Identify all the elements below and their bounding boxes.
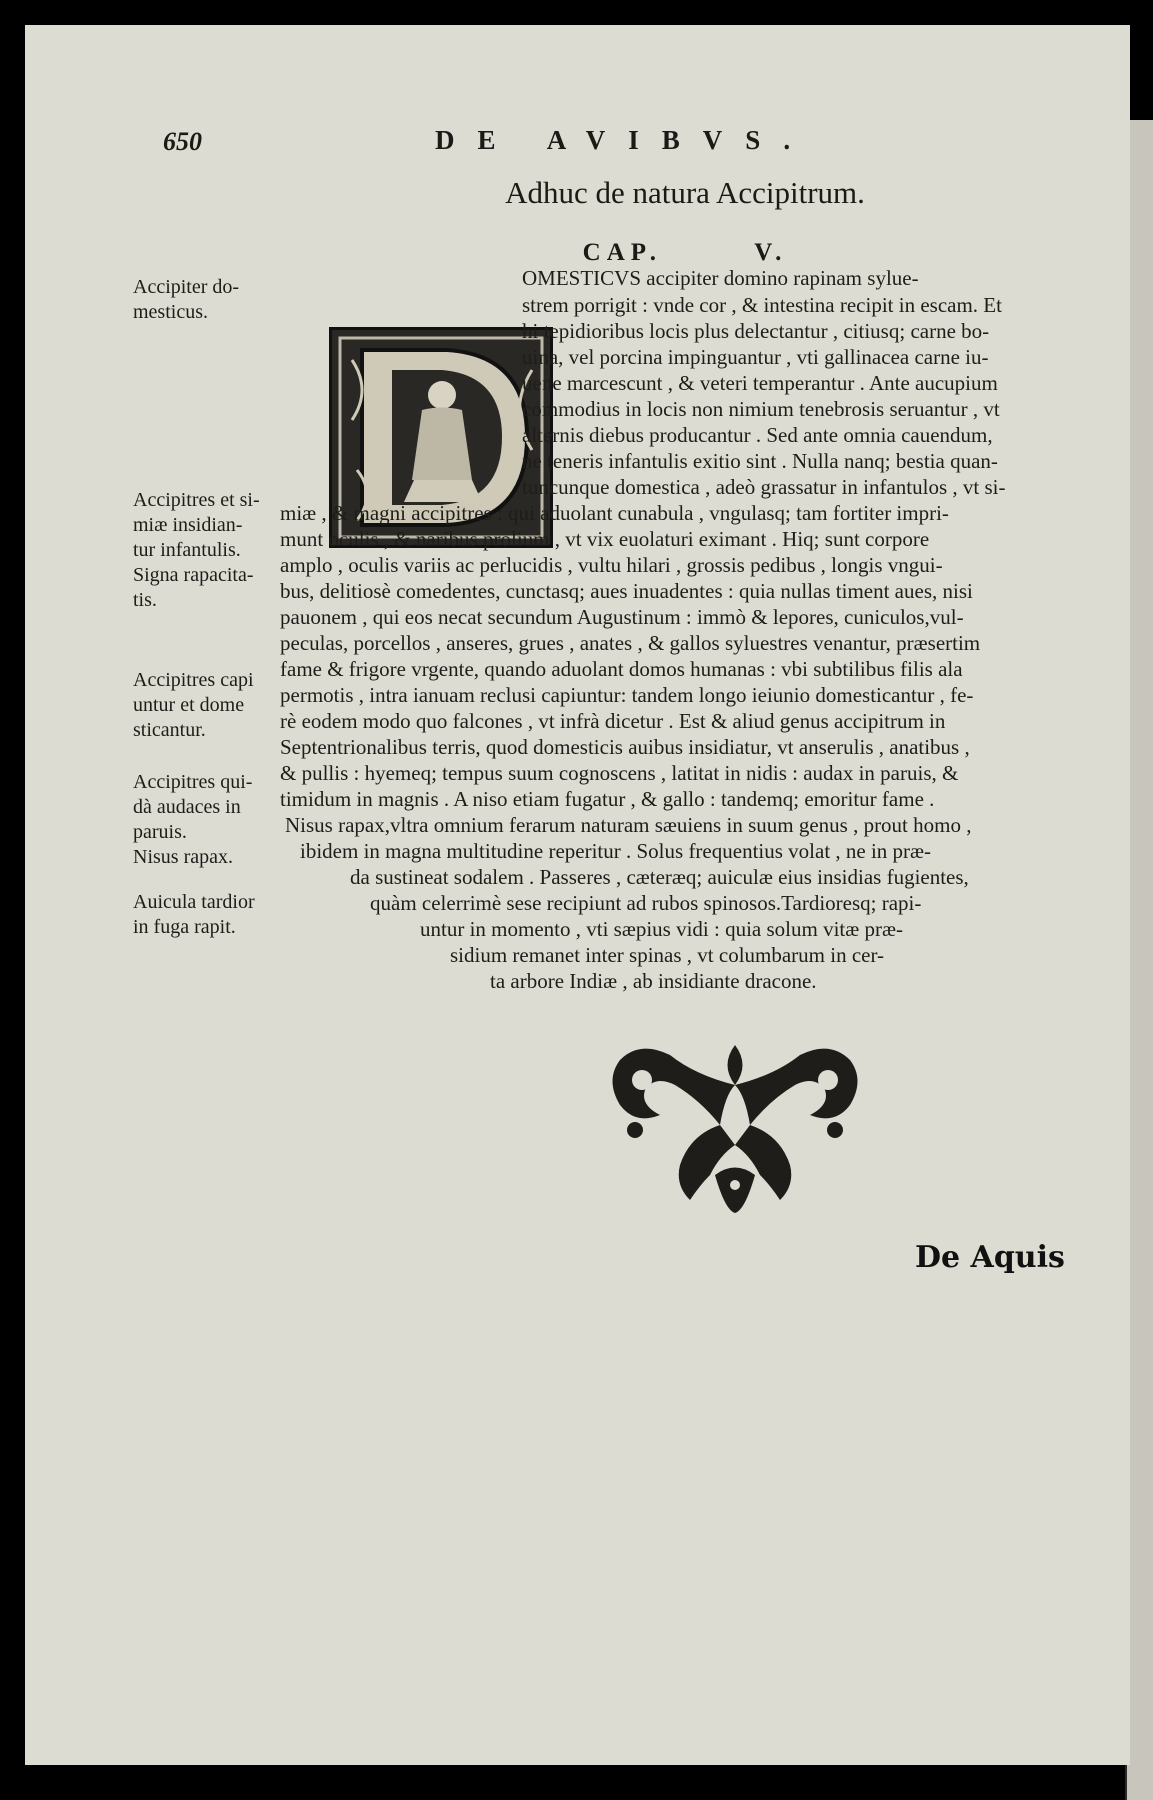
running-title: DE AVIBVS. [435,125,814,155]
text-line: Septentrionalibus terris, quod domesticis auibus insidiatur, vt anserulis , anatibus , [280,735,970,759]
text-line: uina, vel porcina impinguantur , vti gallinacea carne iu- [522,345,989,369]
text-line: peculas, porcellos , anseres, grues , anates , & gallos syluestres venantur, præsertim [280,631,981,655]
cap-label: CAP. [582,239,662,266]
text-line: rè eodem modo quo falcones , vt infrà dicetur . Est & aliud genus accipitrum in [280,709,946,733]
text-line: pauonem , qui eos necat secundum Augustinum : immò & lepores, cuniculos,vul- [280,605,964,629]
text-line: ta arbore Indiæ , ab insidiante dracone. [490,969,817,993]
text-line: bus, delitiosè comedentes, cunctasq; aues inuadentes : quia nullas timent aues, nisi [280,579,973,603]
text-line: strem porrigit : vnde cor , & intestina recipit in escam. Et [522,293,1002,317]
margin-note: Auicula tardior in fuga rapit. [133,891,255,938]
text-line: tuncunque domestica , adeò grassatur in infantulos , vt si- [522,475,1006,499]
text-line: permotis , intra ianuam reclusi capiuntur: tandem longo ieiunio domesticantur , fe- [280,683,974,707]
text-line: timidum in magnis . A niso etiam fugatur , & gallo : tandemq; emoritur fame . [280,787,935,811]
text-line: miæ , & magni accipitres : qui aduolant cunabula , vngulasq; tam fortiter impri- [280,501,949,525]
text-line: untur in momento , vti sæpius vidi : quia solum vitæ præ- [420,917,904,941]
running-head [25,115,1130,165]
text-line: sidium remanet inter spinas , vt columbarum in cer- [450,943,885,967]
text-line: alternis diebus producantur . Sed ante omnia cauendum, [522,423,993,447]
text-line: uene marcescunt , & veteri temperantur . Ante aucupium [522,371,998,395]
margin-note: Accipitres capi untur et dome sticantur. [133,669,254,741]
text-line: fame & frigore vrgente, quando aduolant domos humanas : vbi subtilibus filis ala [280,657,963,681]
text-line: Nisus rapax,vltra omnium ferarum naturam sæuiens in suum genus , prout homo , [285,813,972,837]
margin-note: Accipitres qui- dà audaces in paruis. Nisus rapax. [133,771,253,868]
page-number: 650 [163,127,202,156]
margin-note: Accipiter do- mesticus. [133,276,240,323]
text-line: commodius in locis non nimium tenebrosis seruantur , vt [522,397,1000,421]
text-line: ne teneris infantulis exitio sint . Nulla nanq; bestia quan- [522,449,998,473]
chapter-number [425,239,945,267]
chapter-title: Adhuc de natura Accipitrum. [505,175,865,210]
text-line: quàm celerrimè sese recipiunt ad rubos spinosos.Tardioresq; rapi- [370,891,922,915]
text-line: amplo , oculis variis ac perlucidis , vultu hilari , grossis pedibus , longis vngui- [280,553,943,577]
text-line: & pullis : hyemeq; tempus suum cognoscens , latitat in nidis : audax in paruis, & [280,761,959,785]
catchword: De Aquis [915,1240,1065,1275]
text-line: munt oculis , & naribus prolium , vt vix euolaturi eximant . Hiq; sunt corpore [280,527,930,551]
margin-note: Accipitres et si- miæ insidian- tur infantulis. Signa rapacita- tis. [133,489,260,611]
text-line: da sustineat sodalem . Passeres , cæteræq; auiculæ eius insidias fugientes, [350,865,969,889]
text-line: ibidem in magna multitudine reperitur . Solus frequentius volat , ne in præ- [300,839,932,863]
text-line: OMESTICVS accipiter domino rapinam syluе- [522,266,919,290]
book-page [25,25,1130,1765]
fleuron-ornament-icon [600,1035,870,1215]
text-line: hi tepidioribus locis plus delectantur , citiusq; carne bo- [522,319,990,343]
cap-number: V. [754,239,788,266]
